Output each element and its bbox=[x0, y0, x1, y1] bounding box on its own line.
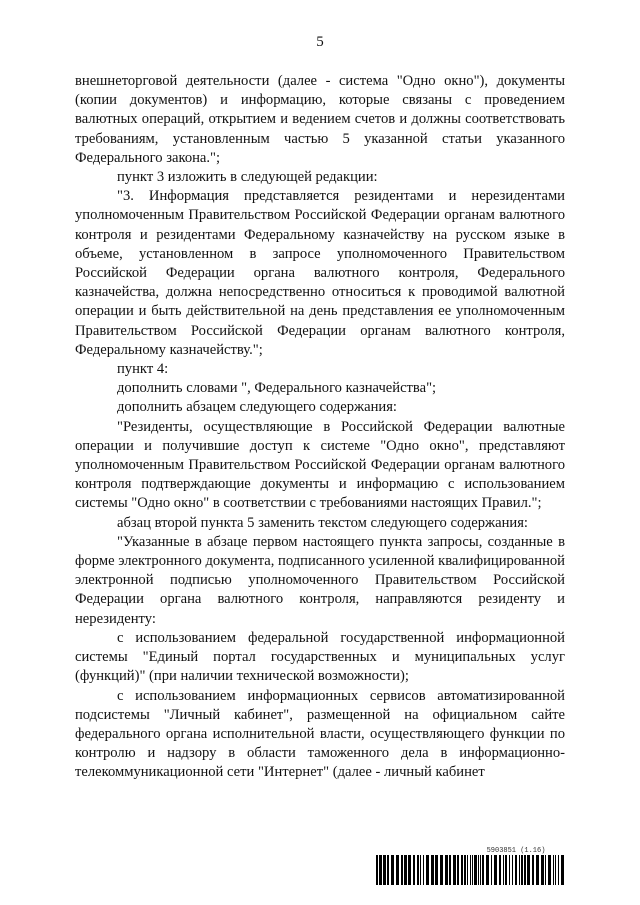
barcode-bar bbox=[408, 855, 411, 885]
barcode-bar bbox=[548, 855, 551, 885]
barcode-bar bbox=[387, 855, 389, 885]
barcode-bar bbox=[420, 855, 421, 885]
barcode-bar bbox=[467, 855, 468, 885]
barcode-bar bbox=[470, 855, 471, 885]
barcode-bar bbox=[391, 855, 394, 885]
barcode-bar bbox=[482, 855, 484, 885]
barcode-bar bbox=[379, 855, 382, 885]
barcode-bar bbox=[561, 855, 564, 885]
barcode-bar bbox=[461, 855, 463, 885]
barcode-bar bbox=[404, 855, 407, 885]
barcode-bar bbox=[401, 855, 403, 885]
barcode-bar bbox=[503, 855, 504, 885]
paragraph: с использованием федеральной государственной информационной системы "Единый портал государственных и муниципальных услуг (функций)" (при наличии технической возможности); bbox=[75, 629, 565, 685]
document-body bbox=[75, 72, 565, 783]
barcode-bar bbox=[509, 855, 510, 885]
barcode-bar bbox=[383, 855, 386, 885]
paragraph: абзац второй пункта 5 заменить текстом следующего содержания: bbox=[117, 514, 528, 531]
barcode-bar bbox=[545, 855, 546, 885]
barcode-bar bbox=[431, 855, 434, 885]
paragraph: пункт 4: bbox=[117, 361, 169, 378]
paragraph: с использованием информационных сервисов автоматизированной подсистемы "Личный кабинет", размещенной на официальном сайте федерального органа исполнительной власти, осуществляющего функции по контролю и надзору в области таможенного дела в информационно-телекоммуникационной сети "Интернет" (далее - личный кабинет bbox=[75, 687, 565, 781]
barcode-bar bbox=[521, 855, 523, 885]
barcode-bar bbox=[413, 855, 415, 885]
barcode bbox=[376, 855, 566, 885]
barcode-bar bbox=[512, 855, 513, 885]
paragraph: "3. Информация представляется резидентами и нерезидентами уполномоченным Правительством Российской Федерации органам валютного контроля и резидентами Федеральному казначейству на русском языке в объеме, установленном в запросе уполномоченного Правительством Российской Федерации органа валютного контроля, Федерального казначейства, должна непосредственно относиться к проводимой валютной операции и быть действительной на день представления ее уполномоченным Правительством Российской Федерации органам валютного контроля, Федеральному казначейству."; bbox=[75, 188, 565, 358]
barcode-bar bbox=[435, 855, 438, 885]
barcode-bar bbox=[536, 855, 539, 885]
barcode-bar bbox=[505, 855, 507, 885]
barcode-bar bbox=[376, 855, 378, 885]
barcode-bar bbox=[449, 855, 451, 885]
barcode-bar bbox=[553, 855, 554, 885]
document-code: 5903851 (1.16) bbox=[486, 847, 546, 855]
barcode-bar bbox=[457, 855, 459, 885]
barcode-bar bbox=[396, 855, 399, 885]
barcode-bar bbox=[515, 855, 517, 885]
barcode-bar bbox=[541, 855, 544, 885]
barcode-bar bbox=[558, 855, 559, 885]
barcode-bar bbox=[524, 855, 526, 885]
barcode-bar bbox=[527, 855, 530, 885]
paragraph-continuation: внешнеторговой деятельности (далее - система "Одно окно"), документы (копии документов) и информацию, которые связаны с проведением валютных операций, открытием и ведением счетов и должны соответствовать требованиям, установленным частью 5 указанной статьи указанного Федерального закона."; bbox=[75, 73, 565, 166]
barcode-bar bbox=[423, 855, 424, 885]
barcode-bar bbox=[445, 855, 448, 885]
paragraph: пункт 3 изложить в следующей редакции: bbox=[117, 169, 378, 186]
barcode-bar bbox=[499, 855, 501, 885]
paragraph: "Резиденты, осуществляющие в Российской Федерации валютные операции и получившие доступ к системе "Одно окно", представляют уполномоченным Правительством Российской Федерации органам валютного контроля подтверждающие документы и информацию с использованием системы "Одно окно" в соответствии с требованиями настоящих Правил."; bbox=[75, 418, 565, 512]
barcode-bar bbox=[480, 855, 481, 885]
barcode-bar bbox=[472, 855, 473, 885]
barcode-bar bbox=[474, 855, 477, 885]
barcode-bar bbox=[426, 855, 429, 885]
barcode-bar bbox=[555, 855, 556, 885]
barcode-bar bbox=[494, 855, 497, 885]
barcode-bar bbox=[519, 855, 520, 885]
barcode-bar bbox=[491, 855, 492, 885]
barcode-bar bbox=[440, 855, 443, 885]
page-number: 5 bbox=[316, 34, 324, 50]
barcode-bar bbox=[486, 855, 489, 885]
paragraph: дополнить словами ", Федерального казначейства"; bbox=[117, 380, 437, 397]
barcode-bar bbox=[478, 855, 479, 885]
barcode-bar bbox=[417, 855, 419, 885]
barcode-bar bbox=[532, 855, 534, 885]
barcode-bar bbox=[464, 855, 466, 885]
barcode-bar bbox=[453, 855, 456, 885]
paragraph: дополнить абзацем следующего содержания: bbox=[117, 399, 397, 416]
paragraph: "Указанные в абзаце первом настоящего пункта запросы, созданные в форме электронного документа, подписанного усиленной квалифицированной электронной подписью уполномоченного Правительством Российской Федерации органа валютного контроля, направляются резиденту и нерезиденту: bbox=[75, 533, 565, 627]
